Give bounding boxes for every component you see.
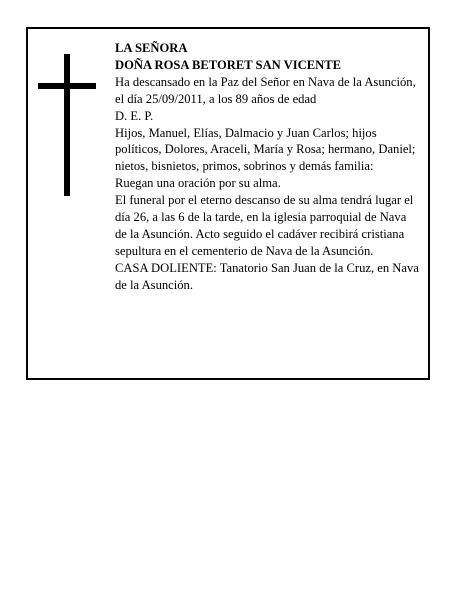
deceased-name: DOÑA ROSA BETORET SAN VICENTE [115,57,342,72]
dep-abbreviation: D. E. P. [115,108,154,123]
mourning-house: CASA DOLIENTE: Tanatorio San Juan de la Cruz, en Nava de la Asunción. [115,260,419,292]
prayer-request: Ruegan una oración por su alma. [115,176,281,191]
obituary-text [115,40,420,294]
heading: LA SEÑORA [115,41,188,55]
death-statement: Ha descansado en la Paz del Señor en Nava de la Asunción, el día 25/09/2011, a los 89 años de edad [115,74,416,106]
cross-icon [64,54,70,196]
family-list: Hijos, Manuel, Elías, Dalmacio y Juan Carlos; hijos políticos, Dolores, Araceli, María y Rosa; hermano, Daniel; nietos, bisnietos, primos, sobrinos y demás familia: [115,125,416,174]
cross-icon-bar [38,83,96,89]
funeral-details: El funeral por el eterno descanso de su alma tendrá lugar el día 26, a las 6 de la tarde, en la iglesia parroquial de Nava de la Asunción. Acto seguido el cadáver recibirá cristiana sepultura en el cementerio de Nava de la Asunción. [115,193,414,258]
